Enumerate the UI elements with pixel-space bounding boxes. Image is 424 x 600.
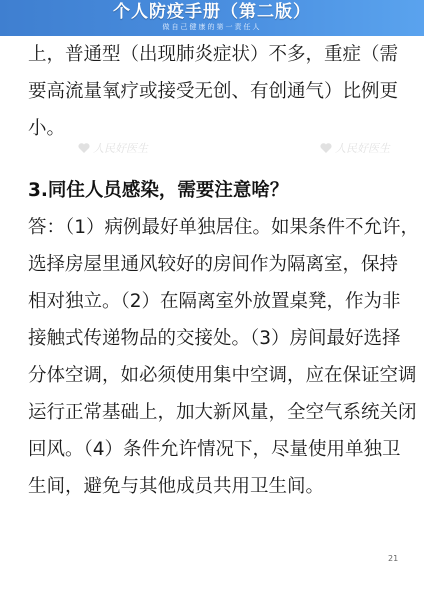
intro-paragraph [28,36,408,147]
text-line: 运行正常基础上，加大新风量，全空气系统关闭 [28,402,417,423]
text-line: 相对独立。（2）在隔离室外放置桌凳，作为非 [28,291,401,312]
header-banner [0,0,424,36]
text-line: 答：（1）病例最好单独居住。如果条件不允许， [28,217,420,238]
page-number: 21 [388,554,399,563]
text-line: 生间，避免与其他成员共用卫生间。 [28,476,325,497]
text-line: 回风。（4）条件允许情况下，尽量使用单独卫 [28,439,401,460]
text-line: 接触式传递物品的交接处。（3）房间最好选择 [28,328,401,349]
watermark-label: 人民好医生 [93,142,148,155]
handbook-title: 个人防疫手册（第二版） [113,2,311,22]
handbook-subtitle: 做自己健康的第一责任人 [162,23,262,31]
text-line: 分体空调，如必须使用集中空调，应在保证空调 [28,365,417,386]
section-heading: 3.同住人员感染，需要注意啥？ [28,180,289,201]
text-line: 小。 [28,118,66,139]
watermark-label: 人民好医生 [335,142,390,155]
text-line: 要高流量氧疗或接受无创、有创通气）比例更 [28,81,399,102]
text-line: 上，普通型（出现肺炎症状）不多，重症（需 [28,44,399,65]
answer-paragraph [28,209,420,505]
text-line: 选择房屋里通风较好的房间作为隔离室，保持 [28,254,399,275]
